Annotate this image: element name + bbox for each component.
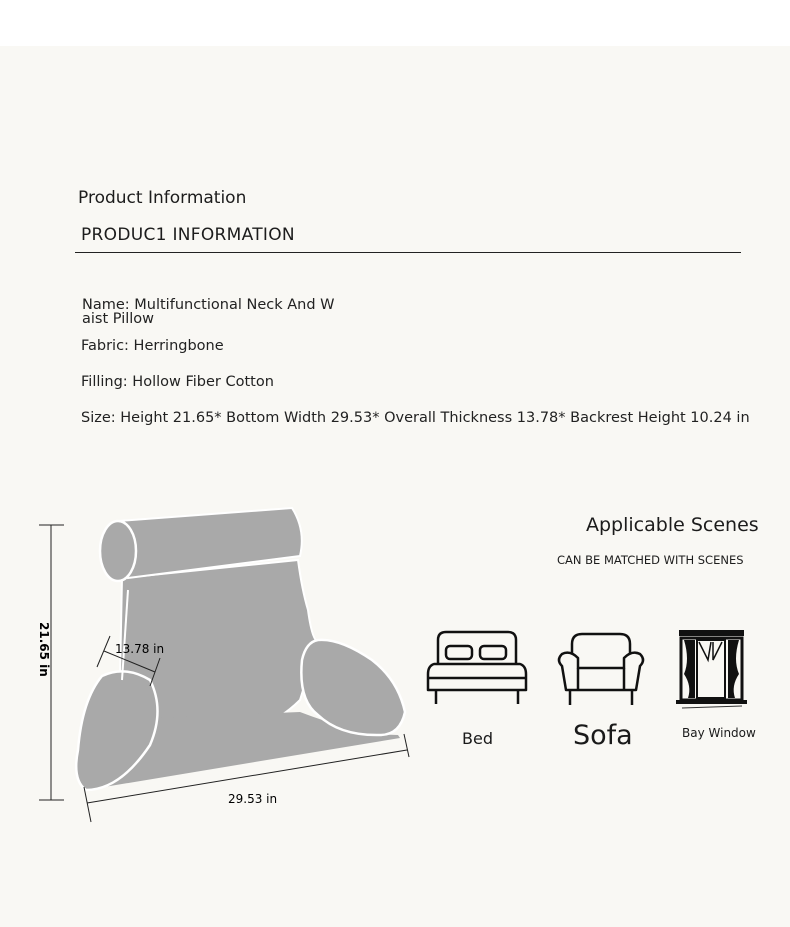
width-tick-left [84, 787, 91, 822]
sofa-icon [559, 634, 643, 705]
thickness-label: 13.78 in [115, 642, 165, 656]
spec-size: Size: Height 21.65* Bottom Width 29.53* Overall Thickness 13.78* Backrest Height 10.24 in [81, 410, 750, 426]
bed-icon [428, 632, 526, 704]
width-tick-right [404, 734, 409, 757]
section-heading-caps: PRODUC1 INFORMATION [81, 225, 295, 245]
spec-filling: Filling: Hollow Fiber Cotton [81, 374, 274, 390]
scene-label-bed: Bed [462, 729, 493, 748]
neck-roll-end [100, 521, 136, 581]
scene-label-sofa: Sofa [573, 720, 633, 751]
thickness-tick-left [97, 636, 110, 667]
scenes-subtitle: CAN BE MATCHED WITH SCENES [557, 553, 744, 567]
height-label: 21.65 in [37, 622, 51, 677]
section-heading: Product Information [78, 188, 247, 208]
scene-label-bay-window: Bay Window [682, 726, 756, 740]
scenes-title: Applicable Scenes [586, 514, 759, 536]
bay-window-icon [676, 630, 747, 708]
spec-fabric: Fabric: Herringbone [81, 338, 224, 354]
width-label: 29.53 in [228, 792, 278, 806]
spec-name-line2: aist Pillow [82, 311, 155, 327]
spec-name-line1: Name: Multifunctional Neck And W [82, 297, 335, 313]
